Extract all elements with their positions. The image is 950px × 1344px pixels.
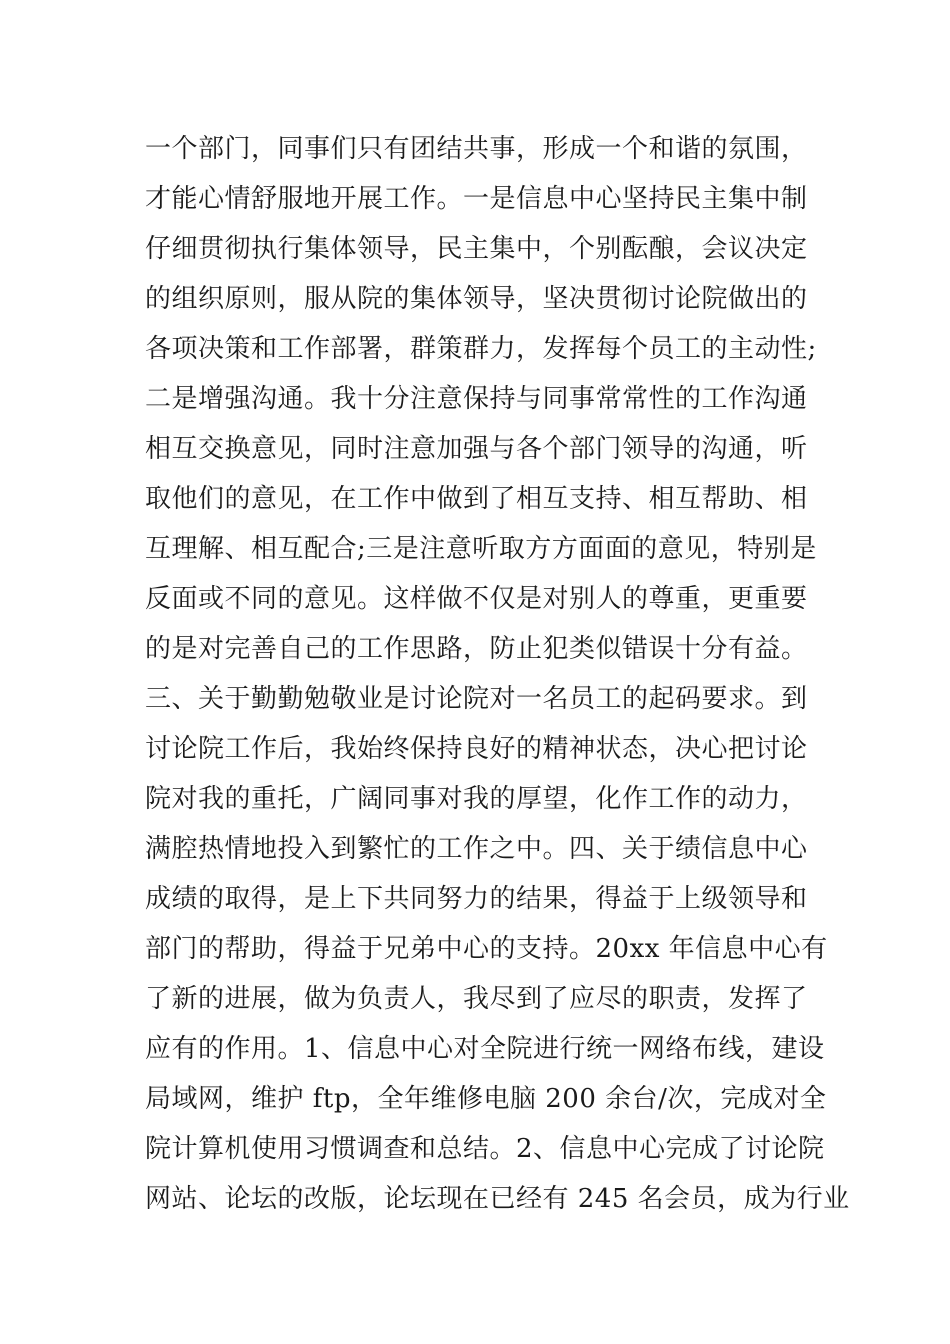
text-line: 院计算机使用习惯调查和总结。2、信息中心完成了讨论院 — [145, 1134, 825, 1164]
text-line: 的组织原则，服从院的集体领导，坚决贯彻讨论院做出的 — [145, 284, 808, 314]
text-line: 二是增强沟通。我十分注意保持与同事常常性的工作沟通 — [145, 384, 808, 414]
text-line: 部门的帮助，得益于兄弟中心的支持。20xx 年信息中心有 — [145, 934, 828, 964]
text-line: 网站、论坛的改版，论坛现在已经有 245 名会员，成为行业 — [145, 1184, 850, 1214]
text-line: 的是对完善自己的工作思路，防止犯类似错误十分有益。 — [145, 634, 808, 664]
text-line: 才能心情舒服地开展工作。一是信息中心坚持民主集中制 — [145, 184, 808, 214]
text-line: 互理解、相互配合;三是注意听取方方面面的意见，特别是 — [145, 534, 817, 564]
text-line: 应有的作用。1、信息中心对全院进行统一网络布线，建设 — [145, 1034, 825, 1064]
text-line: 一个部门，同事们只有团结共事，形成一个和谐的氛围， — [145, 134, 808, 164]
text-line: 相互交换意见，同时注意加强与各个部门领导的沟通，听 — [145, 434, 808, 464]
text-line: 讨论院工作后，我始终保持良好的精神状态，决心把讨论 — [145, 734, 808, 764]
text-line: 局域网，维护 ftp，全年维修电脑 200 余台/次，完成对全 — [145, 1084, 827, 1114]
text-line: 取他们的意见，在工作中做到了相互支持、相互帮助、相 — [145, 484, 808, 514]
text-line: 各项决策和工作部署，群策群力，发挥每个员工的主动性; — [145, 334, 817, 364]
body-text — [145, 124, 850, 1224]
text-line: 反面或不同的意见。这样做不仅是对别人的尊重，更重要 — [145, 584, 808, 614]
text-line: 三、关于勤勤勉敬业是讨论院对一名员工的起码要求。到 — [145, 684, 808, 714]
text-line: 仔细贯彻执行集体领导，民主集中，个别酝酿，会议决定 — [145, 234, 808, 264]
text-line: 成绩的取得，是上下共同努力的结果，得益于上级领导和 — [145, 884, 808, 914]
text-line: 院对我的重托，广阔同事对我的厚望，化作工作的动力， — [145, 784, 808, 814]
text-line: 满腔热情地投入到繁忙的工作之中。四、关于绩信息中心 — [145, 834, 808, 864]
text-line: 了新的进展，做为负责人，我尽到了应尽的职责，发挥了 — [145, 984, 808, 1014]
